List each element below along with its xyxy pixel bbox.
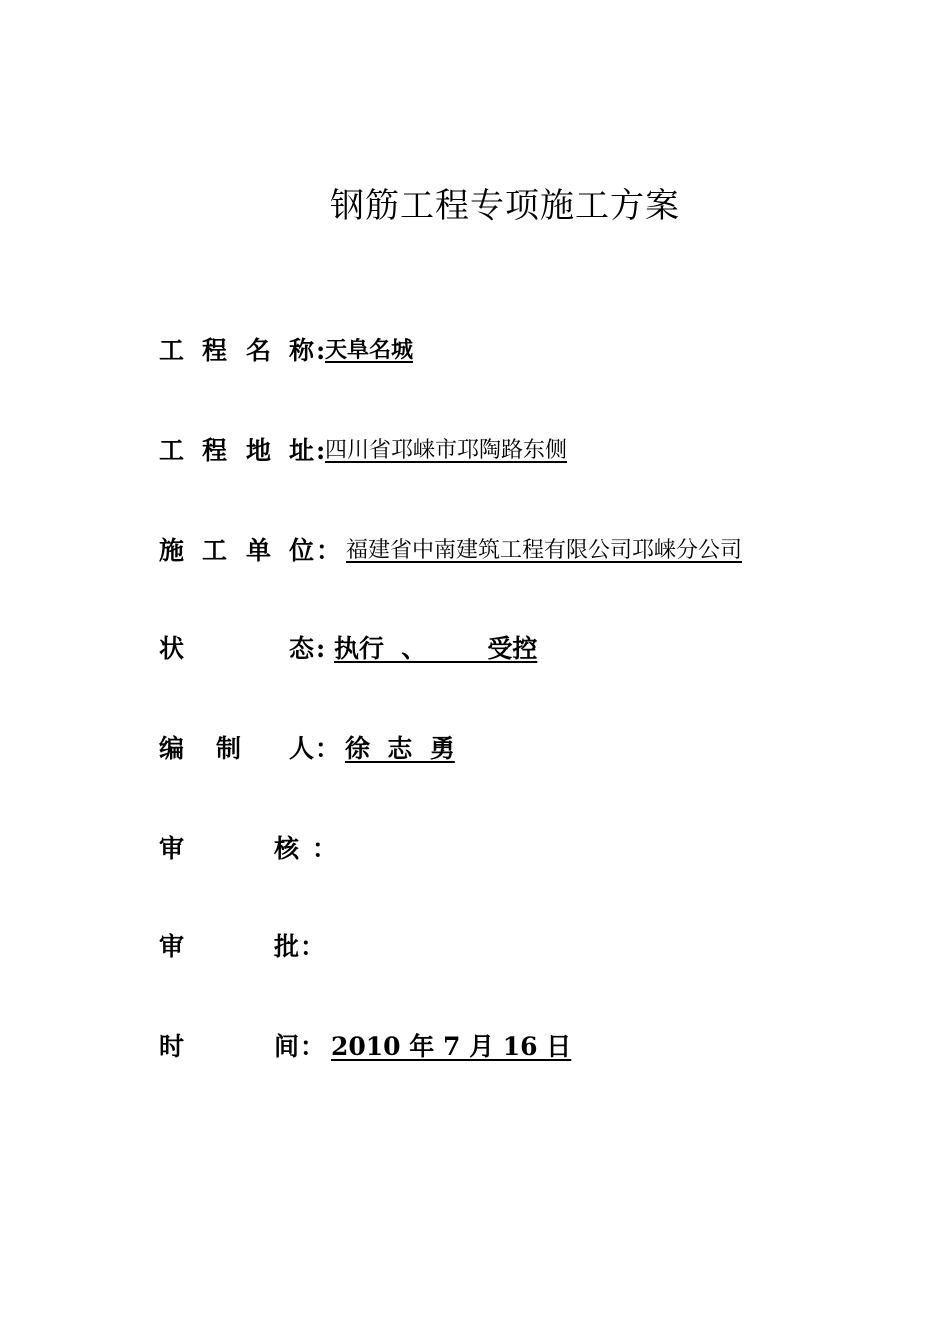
label-char: 状 [159,634,185,663]
label-char: 地 [246,436,272,465]
date-value: 2010 年 7 月 16 日 [331,1032,572,1061]
label-char: 编 [159,734,185,763]
compiler-value: 徐 志 勇 [345,734,455,763]
label-char: 制 [216,734,242,763]
label-colon: ： [300,932,326,961]
label-char: 间 [274,1032,300,1061]
label-char: 称 [289,336,315,365]
project-name-value: 天阜名城 [325,338,414,363]
label-char: 工 [159,436,185,465]
label-char: 位 [289,536,315,565]
label-char: 工 [202,536,228,565]
label-char: 审 [159,932,185,961]
label-char: 时 [159,1032,185,1061]
label-char: 址 [289,436,315,465]
label-char: 态 [289,634,315,663]
label-colon: ： [312,834,338,863]
label-colon: : [316,634,326,663]
label-colon: : [316,336,326,365]
label-char: 单 [246,536,272,565]
label-char: 核 [274,834,300,863]
label-colon: ： [300,1032,326,1061]
label-char: 名 [246,336,272,365]
label-colon: ： [316,536,342,565]
label-char: 程 [202,336,228,365]
label-colon: ： [315,734,341,763]
document-title: 钢筋工程专项施工方案 [330,186,680,226]
label-char: 施 [159,536,185,565]
label-char: 程 [202,436,228,465]
label-char: 工 [159,336,185,365]
label-char: 审 [159,834,185,863]
label-char: 人 [289,734,315,763]
project-address-value: 四川省邛崃市邛陶路东侧 [325,438,568,463]
label-colon: : [316,436,326,465]
status-value: 执行 、 受控 [334,634,538,663]
construction-unit-value: 福建省中南建筑工程有限公司邛崃分公司 [346,538,743,563]
label-char: 批 [274,932,300,961]
